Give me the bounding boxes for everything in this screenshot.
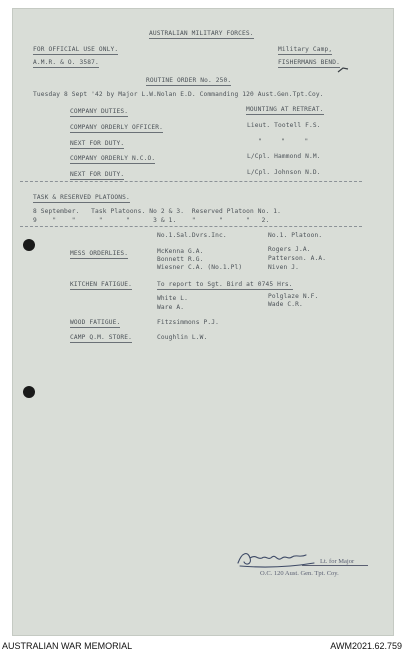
mess-orderlies-label: MESS ORDERLIES. <box>70 250 129 257</box>
ink-mark <box>337 66 349 74</box>
duty-value: L/Cpl. Hammond N.M. <box>247 153 321 160</box>
duty-label: COMPANY ORDERLY N.C.O. <box>70 155 156 162</box>
routine-order-title: ROUTINE ORDER No. 250. <box>146 77 232 84</box>
section-divider <box>20 181 362 182</box>
platoons-line: 9 " " " " 3 & 1. " " " 2. <box>33 217 270 224</box>
archive-footer <box>0 636 406 653</box>
footer-institution: AUSTRALIAN WAR MEMORIAL <box>2 641 133 651</box>
platoons-line: 8 September. Task Platoons. No 2 & 3. Reserved Platoon No. 1. <box>33 208 282 215</box>
handwritten-signature <box>234 548 318 570</box>
duty-label: COMPANY ORDERLY OFFICER. <box>70 124 164 131</box>
orderly-name: McKenna G.A. <box>157 248 204 255</box>
security-classification: FOR OFFICIAL USE ONLY. <box>33 46 119 53</box>
wood-fatigue-name: Fitzsimmons P.J. <box>157 319 220 326</box>
camp-location: FISHERMANS BEND. <box>278 59 341 66</box>
duty-value: Lieut. Tootell F.S. <box>247 122 321 129</box>
section-divider <box>20 226 362 227</box>
orderly-name: Niven J. <box>268 264 300 271</box>
duty-value: " " " <box>258 138 309 145</box>
signature-suffix: Lt. for Major <box>320 558 355 565</box>
column-heading: No.1. Platoon. <box>268 232 323 239</box>
orderly-name: Wiesner C.A. (No.1.Pl) <box>157 264 243 271</box>
camp-qm-store-name: Coughlin L.W. <box>157 334 208 341</box>
unit-stamp: O.C. 120 Aust. Gen. Tpt. Coy. <box>260 570 339 577</box>
fatigue-name: Polglaze N.F. <box>268 293 319 300</box>
camp-name: Military Camp, <box>278 46 333 53</box>
orderly-name: Bonnett R.G. <box>157 256 204 263</box>
punch-hole <box>23 386 35 398</box>
mounting-heading: MOUNTING AT RETREAT. <box>246 106 324 113</box>
platoons-heading: TASK & RESERVED PLATOONS. <box>33 194 130 201</box>
column-heading: No.1.Sal.Dvrs.Inc. <box>157 232 227 239</box>
duty-value: L/Cpl. Johnson N.D. <box>247 169 321 176</box>
fatigue-name: Ware A. <box>157 304 185 311</box>
signature-line <box>302 565 368 566</box>
kitchen-fatigue-note: To report to Sgt. Bird at 0745 Hrs. <box>157 281 293 288</box>
company-duties-heading: COMPANY DUTIES. <box>70 108 129 115</box>
fatigue-name: White L. <box>157 295 189 302</box>
document-title: AUSTRALIAN MILITARY FORCES. <box>149 30 254 37</box>
duty-label: NEXT FOR DUTY. <box>70 171 125 178</box>
kitchen-fatigue-label: KITCHEN FATIGUE. <box>70 281 133 288</box>
duty-label: NEXT FOR DUTY. <box>70 140 125 147</box>
orderly-name: Patterson. A.A. <box>268 255 327 262</box>
orderly-name: Rogers J.A. <box>268 246 311 253</box>
fatigue-name: Wade C.R. <box>268 301 303 308</box>
order-dateline: Tuesday 8 Sept '42 by Major L.W.Nolan E.D. Commanding 120 Aust.Gen.Tpt.Coy. <box>33 91 324 98</box>
camp-qm-store-label: CAMP Q.M. STORE. <box>70 334 133 341</box>
amr-reference: A.M.R. & O. 3587. <box>33 59 99 66</box>
punch-hole <box>23 239 35 251</box>
wood-fatigue-label: WOOD FATIGUE. <box>70 319 121 326</box>
footer-accession-number: AWM2021.62.759 <box>330 641 402 651</box>
